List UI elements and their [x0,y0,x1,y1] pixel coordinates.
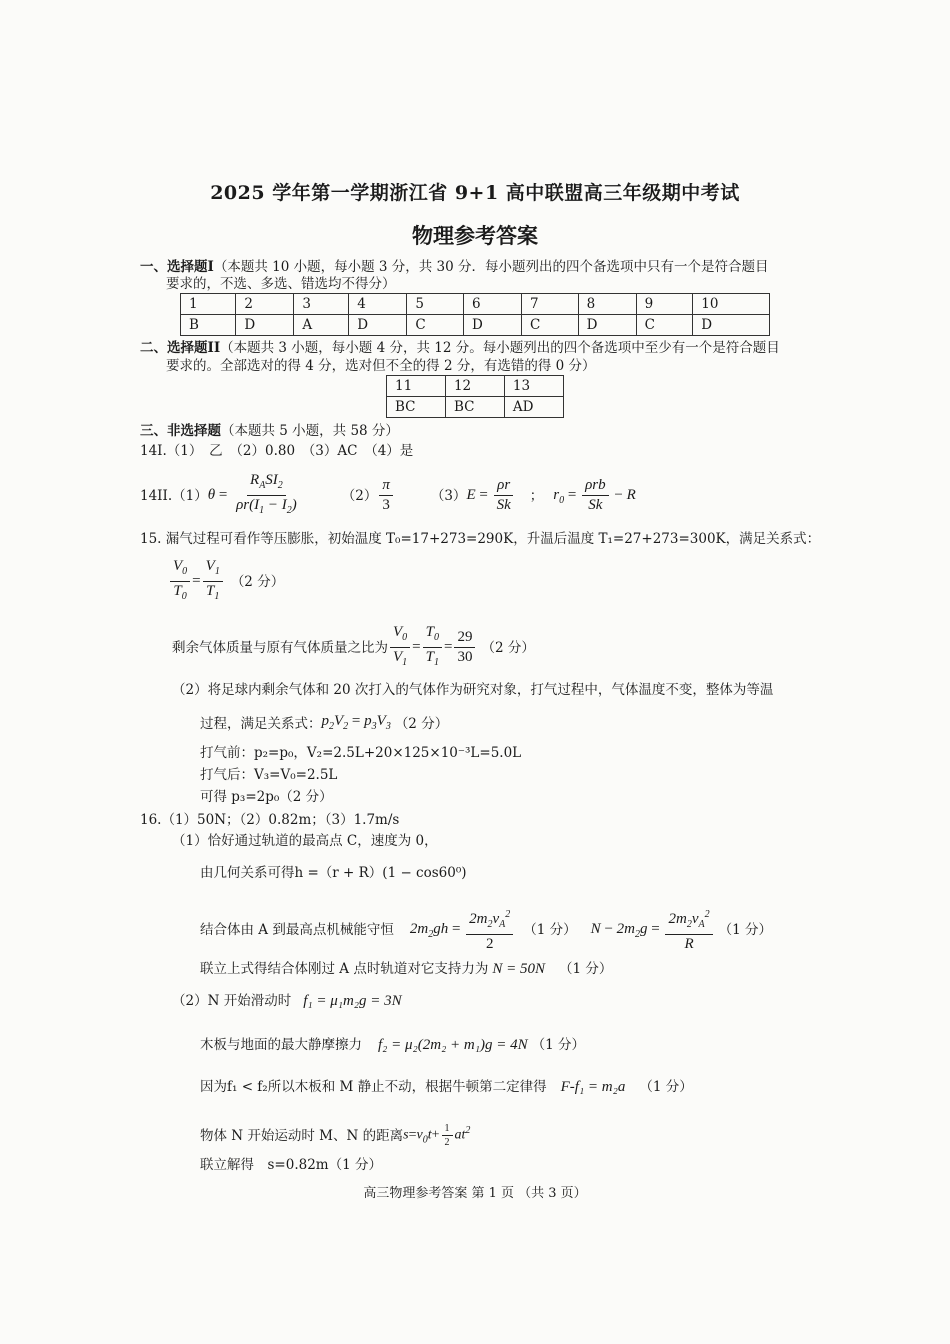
q15-ratio-eq: $\frac{V_0}{V_1}$ = $\frac{T_0}{T_1}$ = $\frac{29}{30}$ [388,624,477,671]
section1-numbers-cell: 1 [181,294,236,315]
section3-heading-line [140,422,399,440]
section2-desc-2: 要求的。全部选对的得 4 分，选对但不全的得 2 分，有选错的得 0 分） [166,358,596,374]
section2-number-row [387,376,564,397]
section1-answers-cell: D [693,315,770,336]
q16-f2-eq: f₂ = μ₂(2m₂ + m₁)g = 4N [378,1037,528,1053]
exam-title: 2025 学年第一学期浙江省 9+1 高中联盟高三年级期中考试 [210,182,740,204]
q15-ratio-text: 剩余气体质量与原有气体质量之比为 [172,639,388,656]
q16-distance-text: 物体 N 开始运动时 M、N 的距离 [200,1127,404,1144]
section1-numbers-cell: 2 [236,294,294,315]
q16-distance-eq: $s=v_0t+$ $\frac{1}{2}$ $at^2$ [403,1122,471,1148]
q15-p2-text: 过程，满足关系式： [200,716,322,732]
q16-score-e: （1 分） [639,1079,693,1095]
q16-newton-line [200,1078,693,1096]
q16-energy-text: 结合体由 A 到最高点机械能守恒 [200,921,394,938]
q16-static-friction-line [200,1036,585,1054]
section3-desc: （本题共 5 小题，共 58 分） [221,423,399,439]
section1-desc-1: （本题共 10 小题，每小题 3 分，共 30 分．每小题列出的四个备选项中只有一个是符合题目 [213,259,769,275]
section1-numbers-cell: 10 [693,294,770,315]
q15-p2-line2 [200,712,448,736]
section1-answers-cell: C [407,315,464,336]
q14ii-theta-formula: θ = $\frac{R_ASI_2}{\rho r(I_1 - I_2)}$ [207,472,297,516]
q16-p2-line [172,992,402,1010]
q16-energy-line [200,906,772,953]
q16-support-value: N = 50N [492,961,545,977]
section1-numbers-cell: 4 [349,294,407,315]
section1-answer-row [181,315,770,336]
section2-numbers-cell: 13 [504,376,563,397]
q16-score-c: （1 分） [558,961,613,977]
section1-answers-cell: C [521,315,578,336]
q16-f1-eq: f₁ = μ₁m₂g = 3N [303,993,402,1009]
q15-score2: （2 分） [481,639,535,656]
q16-energy-eq: $2m_2gh$ = $\frac{2m_2v_A^2}{2}$ [410,906,515,953]
q15-p2-line1: （2）将足球内剩余气体和 20 次打入的气体作为研究对象，打气过程中，气体温度不变，整体为等温 [172,682,774,698]
section1-answers-cell: D [349,315,407,336]
section1-answers-cell: D [578,315,636,336]
section1-answers-cell: D [236,315,294,336]
section1-number-row [181,294,770,315]
section2-numbers-cell: 11 [387,376,446,397]
section1-answers-cell: A [294,315,349,336]
section2-answer-row [387,397,564,418]
q16-p2-intro: （2）N 开始滑动时 [172,993,292,1009]
q15-score1: （2 分） [230,573,285,590]
q14ii-label: 14II.（1） [140,487,208,504]
q16-support-text: 联立上式得结合体刚过 A 点时轨道对它支持力为 [200,961,489,977]
q16-score-b: （1 分） [718,921,772,938]
q16-support-line [200,960,612,978]
section3-heading: 三、非选择题 [140,423,221,439]
q15-result: 可得 p₃=2p₀（2 分） [200,789,333,805]
q16-newton-eq: F-f₁ = m₂a [560,1079,626,1095]
section2-heading-line [140,339,780,357]
q16-distance-line [200,1122,470,1149]
section1-numbers-cell: 6 [463,294,521,315]
section2-answers-cell: BC [387,397,446,418]
section2-heading: 二、选择题II [140,340,221,356]
q15-ratio-line [172,624,535,671]
section1-desc-2: 要求的，不选、多选、错选均不得分） [166,276,396,292]
q15-before: 打气前：p₂=p₀，V₂=2.5L+20×125×10⁻³L=5.0L [200,745,522,761]
q14ii-r0-formula: $r_0$ = $\frac{\text{ρrb}}{Sk}$ − R [553,477,636,513]
q14ii-p3-label: （3） [430,487,467,504]
q14ii-separator: ； [529,487,544,504]
section1-heading: 一、选择题I [140,259,214,275]
section2-answers-cell: AD [504,397,563,418]
section1-heading-line [140,258,769,276]
section2-answer-table [386,375,564,418]
q15-eq1: $\frac{V_0}{T_0}$ = $\frac{V_1}{T_1}$ [168,558,225,605]
q16-normal-eq: $N - 2m_2g$ = $\frac{2m_2v_A^2}{R}$ [591,906,715,953]
q16-because-text: 因为f₁ < f₂所以木板和 M 静止不动，根据牛顿第二定律得 [200,1079,547,1095]
section1-numbers-cell: 5 [407,294,464,315]
section1-answers-cell: C [636,315,693,336]
q15-score3: （2 分） [394,716,449,732]
section1-answer-table [180,293,770,336]
q15-ratio-num: 29 [454,629,475,648]
section1-answers-cell: B [181,315,236,336]
q16-geometry: 由几何关系可得h =（r + R）(1 − cos60⁰) [200,865,467,881]
q16-static-friction-text: 木板与地面的最大静摩擦力 [200,1037,362,1053]
section1-numbers-cell: 8 [578,294,636,315]
page-footer: 高三物理参考答案 第 1 页 （共 3 页） [363,1186,587,1201]
q14i-answer: 14I.（1） 乙 （2）0.80 （3）AC （4）是 [140,443,414,459]
q14ii-p2-label: （2） [341,487,378,504]
q15-after: 打气后：V₃=V₀=2.5L [200,767,338,783]
answer-key-title: 物理参考答案 [412,223,538,248]
q14ii-line [140,472,636,519]
q16-combine: 联立解得 s=0.82m（1 分） [200,1157,382,1173]
q15-line1: 15. 漏气过程可看作等压膨胀，初始温度 T₀=17+273=290K，升温后温度 T₁=27+273=300K，满足关系式： [140,531,821,547]
section2-numbers-cell: 12 [445,376,504,397]
q16-score-a: （1 分） [523,921,577,938]
q15-ratio-den: 30 [457,649,473,665]
q16-score-d: （1 分） [531,1037,585,1053]
section2-answers-cell: BC [445,397,504,418]
q16-p1-intro: （1）恰好通过轨道的最高点 C，速度为 0， [172,833,438,849]
section1-answers-cell: D [463,315,521,336]
q15-eq1-line [168,558,284,605]
section1-numbers-cell: 3 [294,294,349,315]
section2-desc-1: （本题共 3 小题，每小题 4 分，共 12 分。每小题列出的四个备选项中至少有一个是符合题目 [220,340,780,356]
q14ii-pi-over-3: $\frac{\pi}{3}$ [377,477,395,514]
section1-numbers-cell: 9 [636,294,693,315]
q14ii-emf-formula: E = $\frac{\rho r}{Sk}$ [466,477,515,514]
section1-numbers-cell: 7 [521,294,578,315]
q15-boyle-eq: $p_2V_2 = p_3V_3$ [321,713,391,732]
q16-summary: 16.（1）50N；（2）0.82m；（3）1.7m/s [140,812,400,828]
